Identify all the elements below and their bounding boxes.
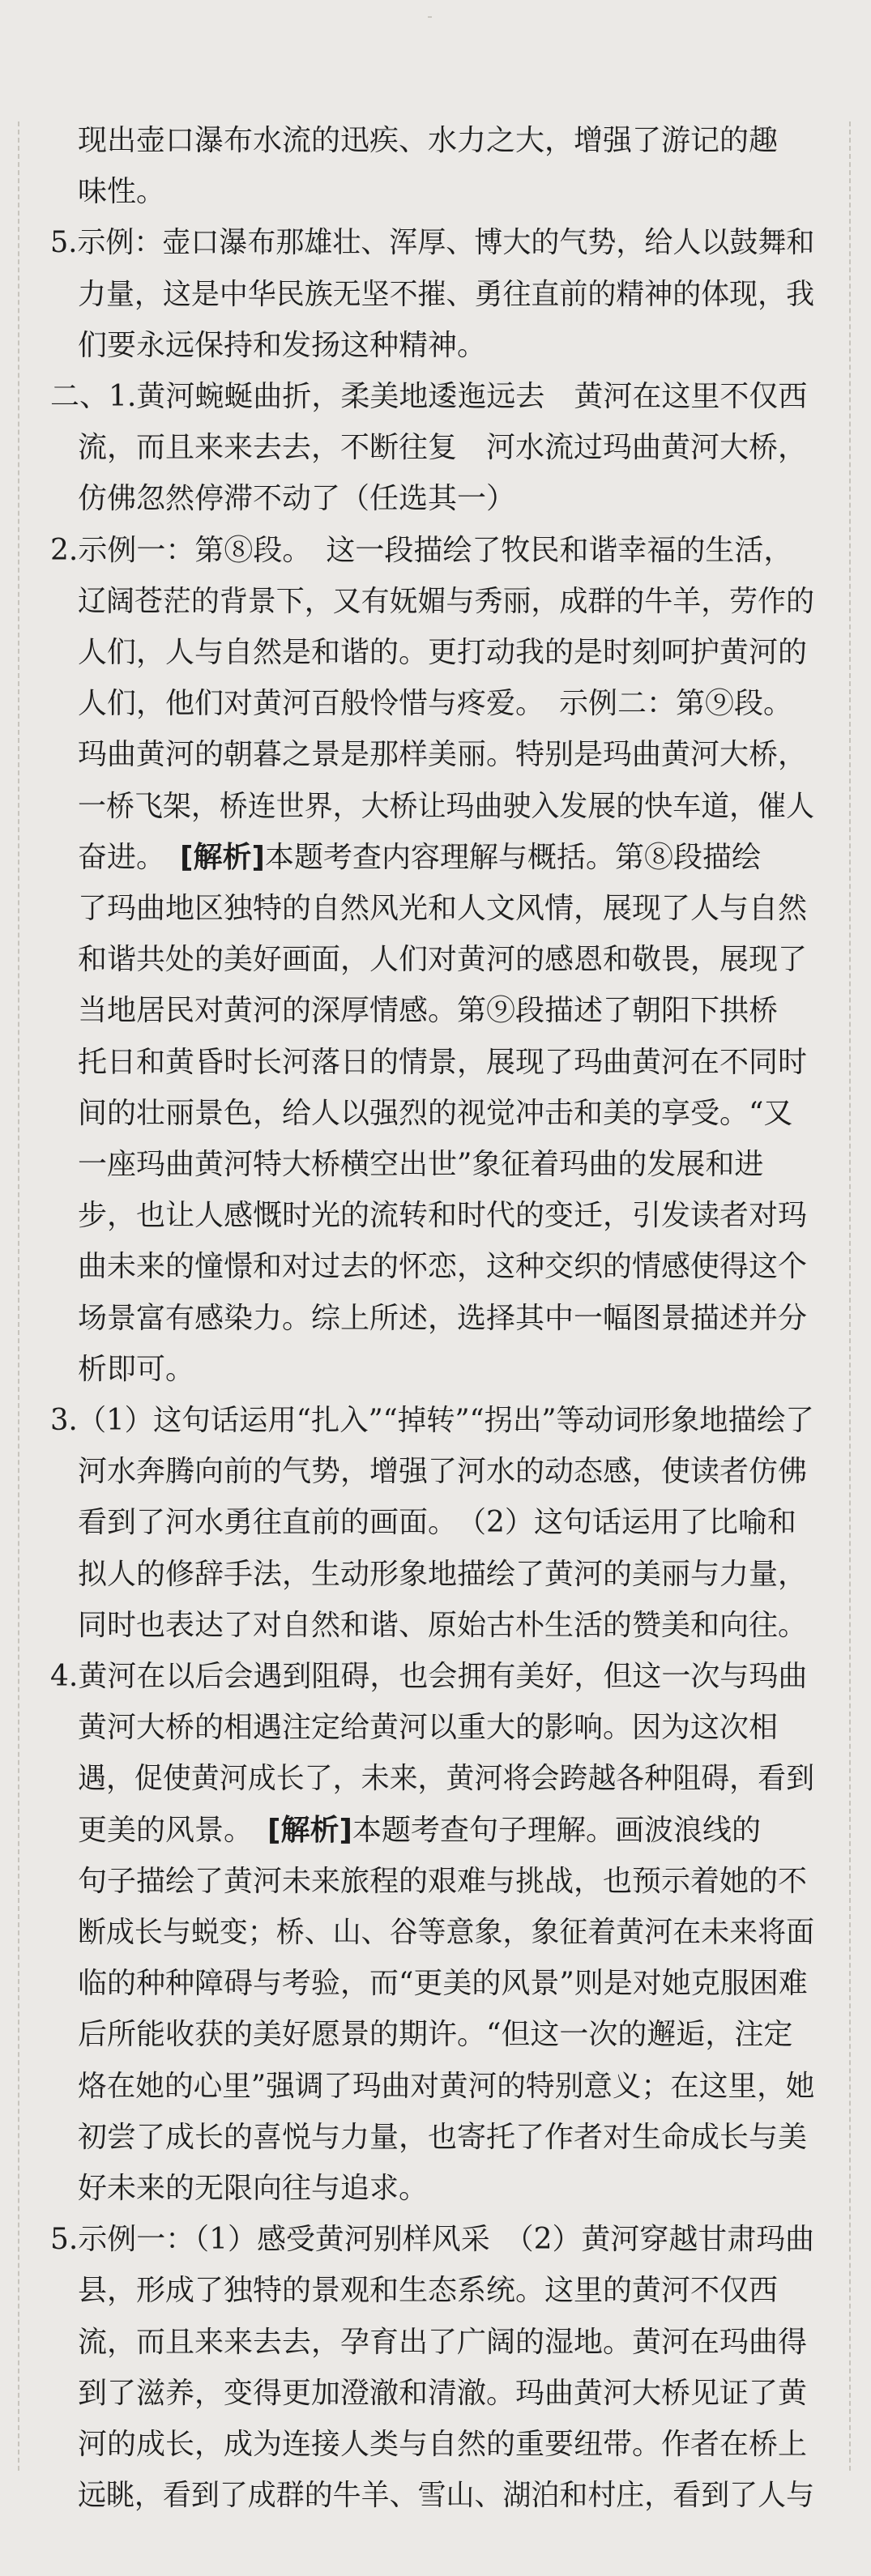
analysis-tag: [解析]	[267, 1814, 352, 1847]
text-line: 托日和黄昏时长河落日的情景，展现了玛曲黄河在不同时	[78, 1046, 808, 1079]
text-line: 和谐共处的美好画面，人们对黄河的感恩和敬畏，展现了	[78, 943, 808, 976]
text-line: 当地居民对黄河的深厚情感。第⑨段描述了朝阳下拱桥	[78, 994, 779, 1027]
text-line: 仿佛忽然停滞不动了（任选其一）	[78, 482, 516, 515]
left-dashed-margin	[18, 122, 19, 2471]
text-line: 间的壮丽景色，给人以强烈的视觉冲击和美的享受。“又	[78, 1097, 793, 1130]
text-line: 2.示例一：第⑧段。 这一段描绘了牧民和谐幸福的生活，	[50, 534, 793, 567]
text-line: 流，而且来来去去，孕育出了广阔的湿地。黄河在玛曲得	[78, 2326, 808, 2359]
analysis-tag: [解析]	[180, 841, 265, 874]
text-line: 临的种种障碍与考验，而“更美的风景”则是对她克服困难	[78, 1967, 808, 2000]
line-text: 本题考查句子理解。画波浪线的	[352, 1814, 761, 1847]
text-line: 看到了河水勇往直前的画面。 （2）这句话运用了比喻和	[78, 1506, 796, 1539]
text-line: 流，而且来来去去，不断往复 河水流过玛曲黄河大桥，	[78, 431, 808, 464]
scan-mark	[428, 16, 432, 18]
text-line: 现出壶口瀑布水流的迅疾、水力之大，增强了游记的趣	[78, 124, 779, 157]
text-line	[78, 1811, 761, 1850]
text-line: 辽阔苍茫的背景下，又有妩媚与秀丽，成群的牛羊，劳作的	[78, 585, 815, 618]
text-line: 5.示例：壶口瀑布那雄壮、浑厚、博大的气势，给人以鼓舞和	[50, 226, 815, 259]
line-text: 更美的风景。	[78, 1814, 268, 1847]
text-line: 味性。	[78, 175, 166, 208]
text-line: 遇，促使黄河成长了，未来，黄河将会跨越各种阻碍，看到	[78, 1762, 815, 1795]
text-line: 远眺，看到了成群的牛羊、雪山、湖泊和村庄，看到了人与	[78, 2479, 815, 2512]
line-text: 本题考查内容理解与概括。第⑧段描绘	[264, 841, 761, 874]
text-line: 烙在她的心里”强调了玛曲对黄河的特别意义；在这里，她	[78, 2070, 815, 2103]
text-line: 一座玛曲黄河特大桥横空出世”象征着玛曲的发展和进	[78, 1148, 764, 1181]
text-line: 后所能收获的美好愿景的期许。“但这一次的邂逅，注定	[78, 2018, 793, 2051]
text-line	[78, 838, 761, 877]
text-line: 一桥飞架，桥连世界，大桥让玛曲驶入发展的快车道，催人	[78, 790, 815, 823]
text-line: 到了滋养，变得更加澄澈和清澈。玛曲黄河大桥见证了黄	[78, 2377, 808, 2410]
text-line: 句子描绘了黄河未来旅程的艰难与挑战，也预示着她的不	[78, 1865, 808, 1898]
text-line: 黄河大桥的相遇注定给黄河以重大的影响。因为这次相	[78, 1711, 779, 1744]
line-text: 奋进。	[78, 841, 181, 874]
text-line: 县，形成了独特的景观和生态系统。这里的黄河不仅西	[78, 2274, 779, 2307]
text-line: 步，也让人感慨时光的流转和时代的变迁，引发读者对玛	[78, 1199, 808, 1232]
text-line: 们要永远保持和发扬这种精神。	[78, 329, 487, 362]
text-line: 5.示例一：（1）感受黄河别样风采 （2）黄河穿越甘肃玛曲	[50, 2223, 815, 2256]
text-line: 河水奔腾向前的气势，增强了河水的动态感，使读者仿佛	[78, 1455, 808, 1488]
text-line: 场景富有感染力。综上所述，选择其中一幅图景描述并分	[78, 1302, 808, 1335]
text-line: 河的成长，成为连接人类与自然的重要纽带。作者在桥上	[78, 2428, 808, 2461]
text-line: 人们，他们对黄河百般怜惜与疼爱。 示例二：第⑨段。	[78, 687, 793, 720]
text-line: 断成长与蜕变；桥、山、谷等意象，象征着黄河在未来将面	[78, 1916, 815, 1949]
text-line: 析即可。	[78, 1353, 195, 1386]
text-line: 同时也表达了对自然和谐、原始古朴生活的赞美和向往。	[78, 1609, 808, 1642]
text-line: 玛曲黄河的朝暮之景是那样美丽。特别是玛曲黄河大桥，	[78, 738, 808, 771]
text-line: 4.黄河在以后会遇到阻碍，也会拥有美好，但这一次与玛曲	[50, 1660, 808, 1693]
text-line: 初尝了成长的喜悦与力量，也寄托了作者对生命成长与美	[78, 2121, 808, 2154]
text-line: 人们，人与自然是和谐的。更打动我的是时刻呵护黄河的	[78, 636, 808, 669]
text-line: 二、1.黄河蜿蜒曲折，柔美地逶迤远去 黄河在这里不仅西	[50, 380, 808, 413]
text-line: 3.（1）这句话运用“扎入”“掉转”“拐出”等动词形象地描绘了	[50, 1404, 814, 1437]
text-line: 好未来的无限向往与追求。	[78, 2172, 429, 2205]
text-line: 力量，这是中华民族无坚不摧、勇往直前的精神的体现，我	[78, 278, 815, 311]
right-dashed-margin	[849, 122, 851, 2471]
text-line: 了玛曲地区独特的自然风光和人文风情，展现了人与自然	[78, 892, 808, 925]
text-line: 曲未来的憧憬和对过去的怀恋，这种交织的情感使得这个	[78, 1250, 808, 1283]
text-line: 拟人的修辞手法，生动形象地描绘了黄河的美丽与力量，	[78, 1558, 808, 1591]
